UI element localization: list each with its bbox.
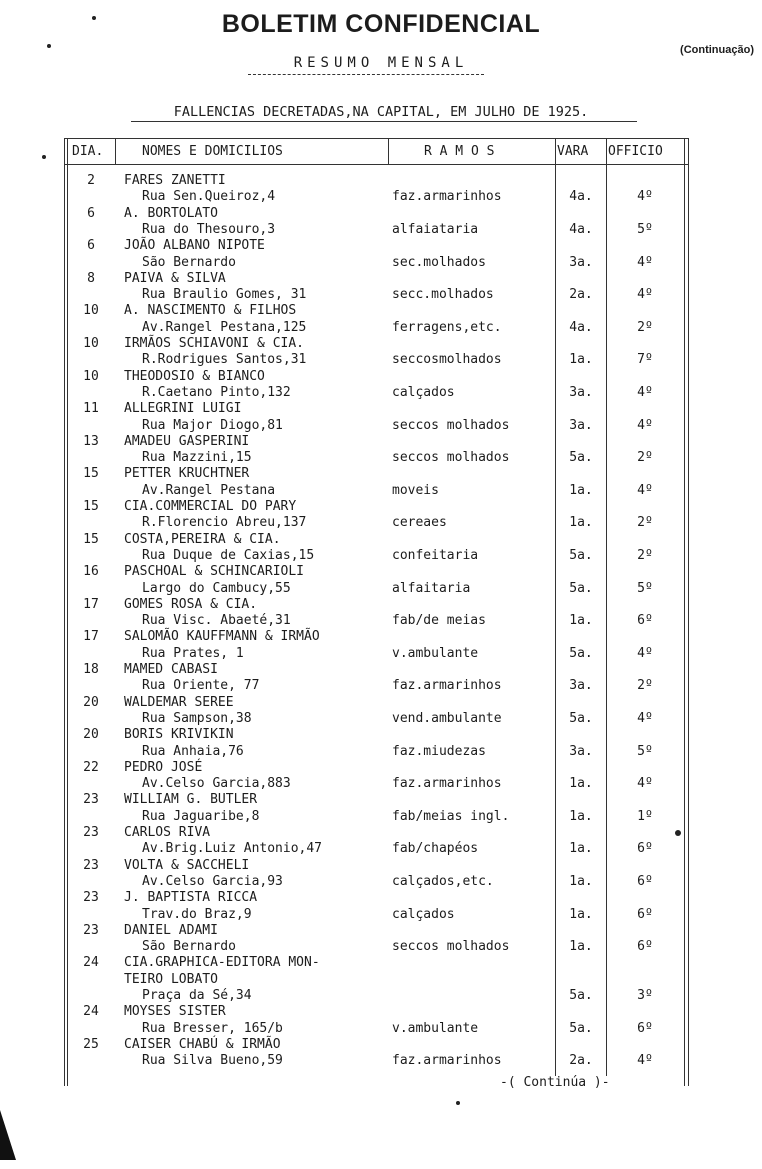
- entry-day: 10: [83, 336, 99, 351]
- entry-court: 3a.: [569, 678, 593, 694]
- entry-address: Rua Mazzini,15: [142, 450, 252, 466]
- table-row: [0, 923, 762, 939]
- entry-branch: vend.ambulante: [392, 710, 502, 726]
- entry-day: 2: [87, 173, 95, 188]
- table-row-detail: [0, 907, 762, 923]
- entry-branch: faz.miudezas: [392, 743, 486, 759]
- table-row-detail: [0, 320, 762, 336]
- entry-branch: fab/de meias: [392, 613, 486, 629]
- entry-court: 2a.: [569, 287, 593, 303]
- entry-address: Rua Prates, 1: [142, 645, 244, 661]
- table-row: [0, 727, 762, 743]
- entry-office: 4º: [637, 482, 653, 498]
- table-row: [0, 1004, 762, 1020]
- table-row: [0, 564, 762, 580]
- entry-name: PETTER KRUCHTNER: [124, 466, 250, 482]
- entry-court: 1a.: [569, 515, 593, 531]
- table-row: [0, 303, 762, 319]
- table-row-detail: [0, 222, 762, 238]
- entry-court: 5a.: [569, 988, 593, 1003]
- table-row: [0, 238, 762, 254]
- entry-address: R.Rodrigues Santos,31: [142, 352, 307, 368]
- col-divider-dia: [115, 138, 116, 164]
- entry-branch: alfaitaria: [392, 580, 471, 596]
- entry-address: Av.Celso Garcia,93: [142, 873, 283, 889]
- table-row-detail: [0, 352, 762, 368]
- entry-day: 25: [83, 1036, 99, 1052]
- entry-court: 1a.: [569, 482, 593, 498]
- col-divider-nomes: [388, 138, 389, 164]
- entry-day: 10: [83, 303, 99, 319]
- col-header-dia: DIA.: [72, 144, 104, 159]
- entry-day: 6: [87, 205, 95, 221]
- entry-court: 4a.: [569, 221, 593, 237]
- entry-office: 7º: [637, 352, 653, 368]
- table-row-detail: [0, 418, 762, 434]
- entry-court: 5a.: [569, 645, 593, 661]
- scan-speck: [42, 155, 46, 159]
- subtitle-rule: [248, 74, 484, 75]
- section-heading: FALLENCIAS DECRETADAS,NA CAPITAL, EM JULHO DE 1925.: [173, 104, 589, 120]
- entry-branch: calçados,etc.: [392, 873, 494, 889]
- entry-office: 4º: [637, 710, 653, 726]
- entry-name: GOMES ROSA & CIA.: [124, 596, 258, 612]
- entry-address: Rua Major Diogo,81: [142, 417, 283, 433]
- entry-court: 3a.: [569, 743, 593, 759]
- table-row: [0, 532, 762, 548]
- entry-name: CAISER CHABÚ & IRMÃO: [124, 1036, 281, 1052]
- table-row: [0, 434, 762, 450]
- document-title: BOLETIM CONFIDENCIAL: [221, 10, 541, 38]
- entry-branch: alfaiataria: [392, 221, 479, 237]
- entry-day: 24: [83, 955, 99, 971]
- entry-branch: secc.molhados: [392, 287, 494, 303]
- entry-day: 15: [83, 466, 99, 482]
- table-row: [0, 271, 762, 287]
- table-top-rule: [64, 138, 688, 139]
- table-row-detail: [0, 385, 762, 401]
- entry-branch: seccos molhados: [392, 450, 510, 466]
- table-row-detail: [0, 1053, 762, 1069]
- entry-office: 6º: [637, 841, 653, 857]
- entry-branch: fab/chapéos: [392, 841, 479, 857]
- entry-branch: faz.armarinhos: [392, 189, 502, 205]
- table-row-detail: [0, 874, 762, 890]
- entry-name: FARES ZANETTI: [124, 173, 226, 188]
- entry-address: Rua Jaguaribe,8: [142, 808, 260, 824]
- table-row-detail: [0, 255, 762, 271]
- table-row-detail: [0, 711, 762, 727]
- entry-court: 1a.: [569, 352, 593, 368]
- entry-address: Rua Duque de Caxias,15: [142, 547, 315, 563]
- entry-address: Rua Oriente, 77: [142, 678, 260, 694]
- entry-office: 6º: [637, 613, 653, 629]
- continues-note: -( Continúa )-: [500, 1075, 610, 1090]
- table-row-continuation: [0, 972, 762, 988]
- entry-address: Rua Visc. Abaeté,31: [142, 613, 291, 629]
- entry-branch: calçados: [392, 384, 455, 400]
- entry-day: 11: [83, 401, 99, 417]
- table-row: [0, 792, 762, 808]
- entry-office: 3º: [637, 988, 653, 1003]
- entry-address: São Bernardo: [142, 254, 236, 270]
- table-row-detail: [0, 1021, 762, 1037]
- entry-court: 5a.: [569, 547, 593, 563]
- table-row: [0, 466, 762, 482]
- entry-office: 4º: [637, 287, 653, 303]
- entry-court: 1a.: [569, 939, 593, 955]
- entry-day: 16: [83, 564, 99, 580]
- table-row: [0, 1037, 762, 1053]
- entry-branch: fab/meias ingl.: [392, 808, 510, 824]
- entry-office: 6º: [637, 873, 653, 889]
- entry-name: AMADEU GASPERINI: [124, 433, 250, 449]
- entry-office: 2º: [637, 450, 653, 466]
- entry-day: 20: [83, 694, 99, 710]
- entry-name: CIA.COMMERCIAL DO PARY: [124, 499, 297, 514]
- scan-speck: [92, 16, 96, 20]
- entry-name: DANIEL ADAMI: [124, 922, 218, 938]
- scan-speck: [47, 44, 51, 48]
- entry-address: Rua do Thesouro,3: [142, 221, 276, 237]
- entry-name: PAIVA & SILVA: [124, 270, 226, 286]
- col-header-ramos: R A M O S: [424, 144, 495, 159]
- table-row-detail: [0, 483, 762, 499]
- entry-court: 1a.: [569, 906, 593, 922]
- table-row: [0, 336, 762, 352]
- entry-day: 23: [83, 792, 99, 808]
- table-row: [0, 597, 762, 613]
- entry-office: 2º: [637, 515, 653, 531]
- table-row: [0, 695, 762, 711]
- entry-court: 3a.: [569, 384, 593, 400]
- entry-office: 6º: [637, 939, 653, 955]
- heading-rule: [131, 121, 637, 122]
- table-row: [0, 206, 762, 222]
- table-row-detail: [0, 744, 762, 760]
- entry-day: 23: [83, 825, 99, 840]
- table-row: [0, 825, 762, 841]
- entry-name: MOYSES SISTER: [124, 1004, 226, 1020]
- entry-name: CIA.GRAPHICA-EDITORA MON-: [124, 955, 320, 971]
- entry-address: Rua Braulio Gomes, 31: [142, 287, 307, 303]
- table-row: [0, 629, 762, 645]
- entry-address: Praça da Sé,34: [142, 988, 252, 1003]
- table-row-detail: [0, 809, 762, 825]
- entry-address: Largo do Cambucy,55: [142, 580, 291, 596]
- entry-name: IRMÃOS SCHIAVONI & CIA.: [124, 336, 305, 351]
- entry-day: 6: [87, 238, 95, 254]
- table-row-detail: [0, 939, 762, 955]
- entry-court: 4a.: [569, 319, 593, 335]
- entry-office: 2º: [637, 678, 653, 694]
- entry-name: PASCHOAL & SCHINCARIOLI: [124, 564, 305, 580]
- table-row: [0, 369, 762, 385]
- entry-name: J. BAPTISTA RICCA: [124, 890, 258, 906]
- entry-address: Av.Celso Garcia,883: [142, 776, 291, 792]
- entry-address: Rua Silva Bueno,59: [142, 1053, 283, 1069]
- entry-address: Av.Rangel Pestana,125: [142, 319, 307, 335]
- entry-branch: faz.armarinhos: [392, 776, 502, 792]
- entry-name: SALOMÃO KAUFFMANN & IRMÃO: [124, 629, 320, 645]
- entry-office: 4º: [637, 1053, 653, 1069]
- col-header-vara: VARA: [557, 144, 589, 159]
- entry-address: Trav.do Braz,9: [142, 906, 252, 922]
- entry-day: 15: [83, 499, 99, 514]
- table-row: [0, 955, 762, 971]
- col-header-officio: OFFICIO: [608, 144, 663, 159]
- entry-day: 23: [83, 890, 99, 906]
- entry-office: 2º: [637, 319, 653, 335]
- entry-court: 5a.: [569, 1020, 593, 1036]
- entry-day: 17: [83, 629, 99, 645]
- entry-address: R.Caetano Pinto,132: [142, 384, 291, 400]
- entry-branch: cereaes: [392, 515, 447, 531]
- entry-day: 17: [83, 596, 99, 612]
- table-row-detail: [0, 548, 762, 564]
- entry-branch: ferragens,etc.: [392, 319, 502, 335]
- entry-branch: seccos molhados: [392, 417, 510, 433]
- table-row: [0, 760, 762, 776]
- entry-branch: faz.armarinhos: [392, 1053, 502, 1069]
- entry-address: Rua Anhaia,76: [142, 743, 244, 759]
- table-row-detail: [0, 678, 762, 694]
- entry-court: 5a.: [569, 710, 593, 726]
- entry-office: 1º: [637, 808, 653, 824]
- entry-branch: confeitaria: [392, 547, 479, 563]
- entry-name: COSTA,PEREIRA & CIA.: [124, 531, 281, 547]
- entry-name: A. NASCIMENTO & FILHOS: [124, 303, 297, 319]
- entry-address: R.Florencio Abreu,137: [142, 515, 307, 531]
- table-row: [0, 499, 762, 515]
- entry-office: 4º: [637, 384, 653, 400]
- entry-branch: seccos molhados: [392, 939, 510, 955]
- entry-office: 4º: [637, 417, 653, 433]
- entry-branch: v.ambulante: [392, 1020, 479, 1036]
- entry-name: PEDRO JOSÉ: [124, 759, 203, 775]
- entry-office: 6º: [637, 906, 653, 922]
- entry-branch: sec.molhados: [392, 254, 486, 270]
- entry-office: 4º: [637, 645, 653, 661]
- entry-court: 5a.: [569, 450, 593, 466]
- entry-court: 1a.: [569, 873, 593, 889]
- entry-office: 5º: [637, 580, 653, 596]
- entry-day: 10: [83, 368, 99, 384]
- entry-court: 1a.: [569, 613, 593, 629]
- scan-speck: [456, 1101, 460, 1105]
- entry-office: 2º: [637, 547, 653, 563]
- entry-address: Av.Brig.Luiz Antonio,47: [142, 841, 323, 857]
- entry-office: 4º: [637, 254, 653, 270]
- table-row-detail: [0, 287, 762, 303]
- entry-day: 18: [83, 662, 99, 677]
- entry-office: 6º: [637, 1020, 653, 1036]
- entry-name: WILLIAM G. BUTLER: [124, 792, 258, 808]
- entry-name: ALLEGRINI LUIGI: [124, 401, 242, 417]
- entry-day: 23: [83, 857, 99, 873]
- entry-address: Av.Rangel Pestana: [142, 482, 276, 498]
- document-subtitle: RESUMO MENSAL: [293, 55, 469, 71]
- entry-name: CARLOS RIVA: [124, 825, 211, 840]
- entry-court: 1a.: [569, 808, 593, 824]
- entry-day: 8: [87, 270, 95, 286]
- entry-address: Rua Bresser, 165/b: [142, 1020, 283, 1036]
- table-row-detail: [0, 613, 762, 629]
- col-header-nomes: NOMES E DOMICILIOS: [142, 144, 283, 159]
- entry-office: 4º: [637, 776, 653, 792]
- table-row: [0, 173, 762, 189]
- entry-office: 5º: [637, 221, 653, 237]
- table-row-detail: [0, 515, 762, 531]
- entry-court: 1a.: [569, 841, 593, 857]
- entry-day: 15: [83, 531, 99, 547]
- entry-day: 24: [83, 1004, 99, 1020]
- entry-name: WALDEMAR SEREE: [124, 694, 234, 710]
- scan-speck: [675, 830, 681, 836]
- entry-name: A. BORTOLATO: [124, 205, 218, 221]
- entry-branch: seccosmolhados: [392, 352, 502, 368]
- entry-office: 4º: [637, 189, 653, 205]
- entry-name: VOLTA & SACCHELI: [124, 857, 250, 873]
- entry-office: 5º: [637, 743, 653, 759]
- table-row-detail: [0, 450, 762, 466]
- entry-branch: faz.armarinhos: [392, 678, 502, 694]
- entry-court: 5a.: [569, 580, 593, 596]
- table-row-detail: [0, 988, 762, 1004]
- table-row-detail: [0, 189, 762, 205]
- entry-court: 4a.: [569, 189, 593, 205]
- entry-address: Rua Sampson,38: [142, 710, 252, 726]
- table-row-detail: [0, 646, 762, 662]
- table-row: [0, 662, 762, 678]
- entry-address: Rua Sen.Queiroz,4: [142, 189, 276, 205]
- entry-day: 20: [83, 727, 99, 743]
- entry-name: MAMED CABASI: [124, 662, 218, 677]
- table-row-detail: [0, 776, 762, 792]
- entry-branch: v.ambulante: [392, 645, 479, 661]
- entry-court: 3a.: [569, 417, 593, 433]
- table-row-detail: [0, 581, 762, 597]
- table-row: [0, 858, 762, 874]
- entry-court: 1a.: [569, 776, 593, 792]
- header-bottom-rule: [64, 164, 688, 165]
- entry-day: 13: [83, 433, 99, 449]
- entry-name-continued: TEIRO LOBATO: [124, 971, 218, 987]
- table-row: [0, 890, 762, 906]
- entry-name: JOÃO ALBANO NIPOTE: [124, 238, 265, 254]
- entry-day: 22: [83, 759, 99, 775]
- entry-court: 2a.: [569, 1053, 593, 1069]
- entry-day: 23: [83, 922, 99, 938]
- entry-name: THEODOSIO & BIANCO: [124, 368, 265, 384]
- continuation-label: (Continuação): [680, 44, 754, 56]
- scan-corner-mark: [0, 1110, 16, 1160]
- entry-branch: moveis: [392, 482, 439, 498]
- table-row-detail: [0, 841, 762, 857]
- entry-branch: calçados: [392, 906, 455, 922]
- table-row: [0, 401, 762, 417]
- entry-name: BORIS KRIVIKIN: [124, 727, 234, 743]
- entry-address: São Bernardo: [142, 939, 236, 955]
- entry-court: 3a.: [569, 254, 593, 270]
